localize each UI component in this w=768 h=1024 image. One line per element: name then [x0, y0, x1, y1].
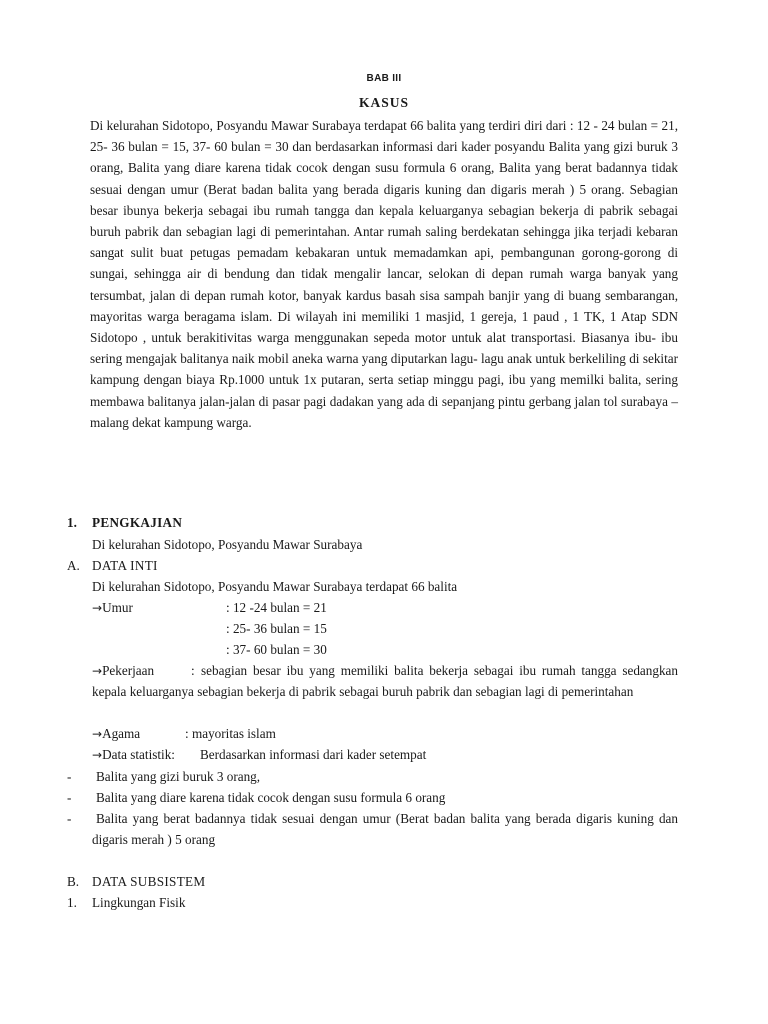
- agama-value: : mayoritas islam: [185, 726, 276, 741]
- statistik-row: [92, 744, 175, 766]
- section-number: 1.: [67, 515, 77, 530]
- arrow-right-icon: →: [92, 664, 103, 678]
- subsection-a-letter: A.: [67, 558, 80, 573]
- umur-value-1: : 12 -24 bulan = 21: [226, 600, 327, 615]
- subsection-a-title: DATA INTI: [92, 558, 158, 573]
- bullet-item: Balita yang gizi buruk 3 orang,: [96, 769, 261, 784]
- arrow-right-icon: →: [92, 748, 103, 762]
- subsection-b-letter: B.: [67, 874, 80, 889]
- bullet-item: Balita yang diare karena tidak cocok dengan susu formula 6 orang: [96, 790, 446, 805]
- arrow-right-icon: →: [92, 727, 103, 741]
- umur-value-3: : 37- 60 bulan = 30: [226, 642, 327, 657]
- statistik-value: Berdasarkan informasi dari kader setempat: [200, 747, 427, 762]
- bullet-item: Balita yang berat badannya tidak sesuai dengan umur (Berat badan balita yang berada digaris kuning dan digaris merah ) 5 orang: [92, 811, 678, 847]
- section-title: PENGKAJIAN: [92, 515, 183, 530]
- case-paragraph: Di kelurahan Sidotopo, Posyandu Mawar Surabaya terdapat 66 balita yang terdiri diri dari : 12 - 24 bulan = 21, 25- 36 bulan = 15, 37- 60 bulan = 30 dan berdasarkan informasi dari kader posyandu Balita yang gizi buruk 3 orang, Balita yang diare karena tidak cocok dengan susu formula 6 orang, Balita yang berat badannya tidak sesuai dengan umur (Berat badan balita yang berada digaris kuning dan digaris merah ) 5 orang. Sebagian besar ibunya bekerja sebagai ibu rumah tangga dan kepala keluarganya sebagian bekerja di pabrik sebagai buruh pabrik dan sebagian lagi di pemerintahan. Antar rumah saling berdekatan sehingga jika terjadi kebaran sangat sulit buat petugas pemadam kebakaran untuk memadamkan api, pembangunan gorong-gorong di sungai, sehingga air di bendung dan tidak mengalir lancar, selokan di depan rumah warga banyak yang tersumbat, jalan di depan rumah kotor, banyak kardus basah sisa sampah banjir yang di buang sembarangan, mayoritas warga beragama islam. Di wilayah ini memiliki 1 masjid, 1 gereja, 1 paud , 1 TK, 1 Atap SDN Sidotopo , untuk berakitivitas warga menggunakan sepeda motor untuk alat transportasi. Biasanya ibu- ibu sering mengajak balitanya naik mobil aneka warna yang diputarkan lagu- lagu anak untuk berkeliling di sekitar kampung dengan biaya Rp.1000 untuk 1x putaran, serta setiap minggu pagi, ibu yang memilki balita, sering membawa balitanya jalan-jalan di pasar pagi dadakan yang ada di sepanjang pintu gerbang jalan tol surabaya – malang dekat kampung warga.: [90, 118, 678, 430]
- statistik-label: Data statistik:: [102, 747, 175, 762]
- umur-label: Umur: [102, 600, 133, 615]
- data-inti-intro: Di kelurahan Sidotopo, Posyandu Mawar Surabaya terdapat 66 balita: [92, 579, 458, 594]
- agama-label: Agama: [102, 726, 141, 741]
- case-title: KASUS: [358, 95, 409, 110]
- umur-value-2: : 25- 36 bulan = 15: [226, 621, 327, 636]
- bullet-dash: -: [67, 811, 72, 826]
- chapter-heading: BAB III: [366, 73, 402, 84]
- subsection-b-title: DATA SUBSISTEM: [92, 874, 206, 889]
- pekerjaan-text: sebagian besar ibu yang memiliki balita bekerja sebagai ibu rumah tangga sedangkan kepala keluarganya sebagian bekerja di pabrik sebagai buruh pabrik dan sebagian lagi di pemerintahan: [92, 663, 678, 699]
- pekerjaan-colon: :: [191, 663, 195, 678]
- pekerjaan-label: Pekerjaan: [102, 663, 155, 678]
- umur-row: [92, 597, 133, 619]
- bullet-dash: -: [67, 769, 72, 784]
- subsystem-item-label: Lingkungan Fisik: [92, 895, 186, 910]
- agama-row: [92, 723, 140, 745]
- bullet-dash: -: [67, 790, 72, 805]
- section-intro: Di kelurahan Sidotopo, Posyandu Mawar Surabaya: [92, 537, 363, 552]
- arrow-right-icon: →: [92, 601, 103, 615]
- subsystem-item-number: 1.: [67, 895, 77, 910]
